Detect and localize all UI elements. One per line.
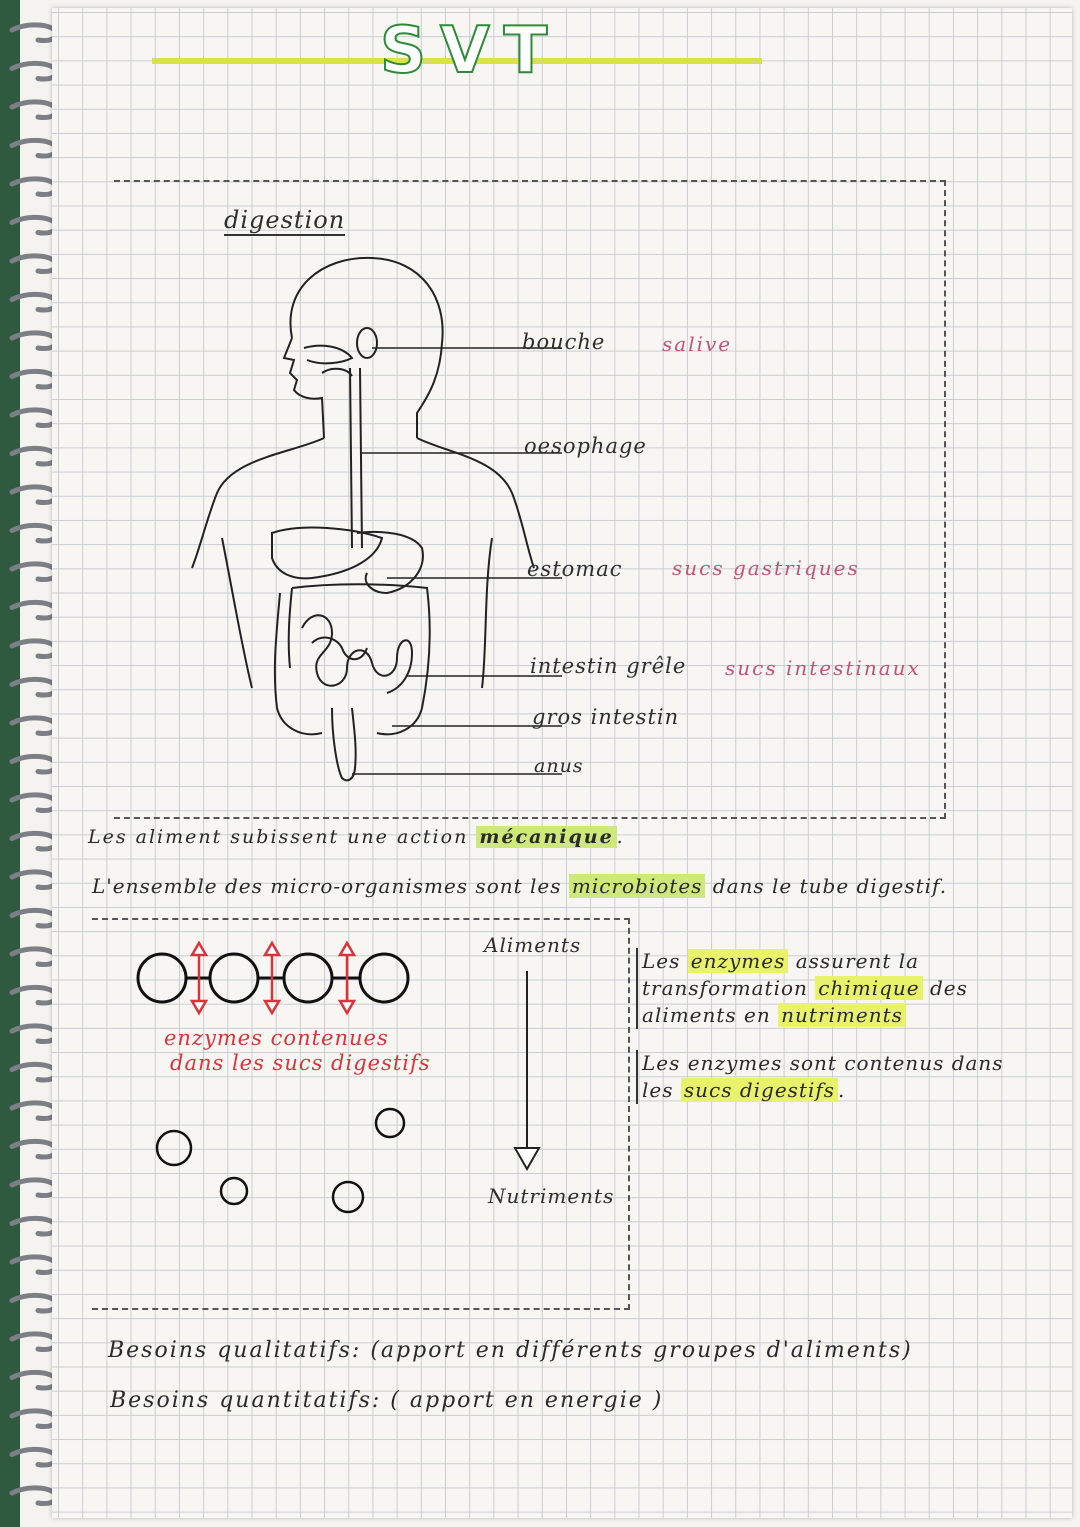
besoins-quantitatifs: Besoins quantitatifs: ( apport en energie ) [110,1388,664,1413]
note1-w5: des [930,976,968,1000]
label-gros-intestin: gros intestin [532,705,680,729]
note2-enzymes: enzymes [687,1051,783,1075]
label-estomac: estomac [527,557,623,581]
note2-w5: . [838,1078,846,1102]
note1-nutriments: nutriments [778,1003,906,1027]
note2-w2: sont contenus dans [789,1051,1004,1075]
sentence-mecanique: Les aliment subissent une action mécanique . [88,826,625,848]
label-intestin-grele: intestin grêle [530,654,687,678]
highlight-microbiotes: microbiotes [569,874,706,898]
notebook-page [52,8,1072,1518]
sentence-mecanique-text: Les aliment subissent une action [88,826,469,848]
enzymes-caption-2: dans les sucs digestifs [170,1051,431,1075]
note1-w0: Les [642,949,681,973]
note-enzymes-sucs [636,1050,1042,1104]
besoins-qualitatifs: Besoins qualitatifs: (apport en différents groupes d'aliments) [108,1338,913,1363]
transformation-arrow [507,966,547,1176]
label-sucs-gastriques: sucs gastriques [672,556,860,580]
label-sucs-intestinaux: sucs intestinaux [725,656,921,680]
enzymes-caption-1: enzymes contenues [164,1026,389,1050]
highlight-mecanique: mécanique [476,826,616,848]
arrow-label-aliments: Aliments [484,933,582,957]
label-oesophage: oesophage [524,434,647,458]
note-enzymes-transform [636,948,1042,1029]
note1-chimique: chimique [815,976,922,1000]
note1-w2: assurent la [795,949,920,973]
digestion-heading: digestion [224,206,346,234]
arrow-label-nutriments: Nutriments [488,1184,615,1208]
note2-w3: les [642,1078,674,1102]
sentence-microbiotes-end: dans le tube digestif. [712,874,948,898]
digestive-system-diagram [172,248,572,808]
sentence-microbiotes [92,874,947,898]
note2-sucs-digestifs: sucs digestifs [681,1078,838,1102]
sentence-microbiotes-text: L'ensemble des micro-organismes sont les [92,874,562,898]
page-title: SVT [380,14,562,88]
note1-w6: aliments en [642,1003,771,1027]
note1-enzymes: enzymes [688,949,789,973]
label-salive: salive [662,332,733,356]
note2-w0: Les [642,1051,681,1075]
label-anus: anus [534,755,584,777]
label-bouche: bouche [522,330,606,354]
note1-w3: transformation [642,976,808,1000]
